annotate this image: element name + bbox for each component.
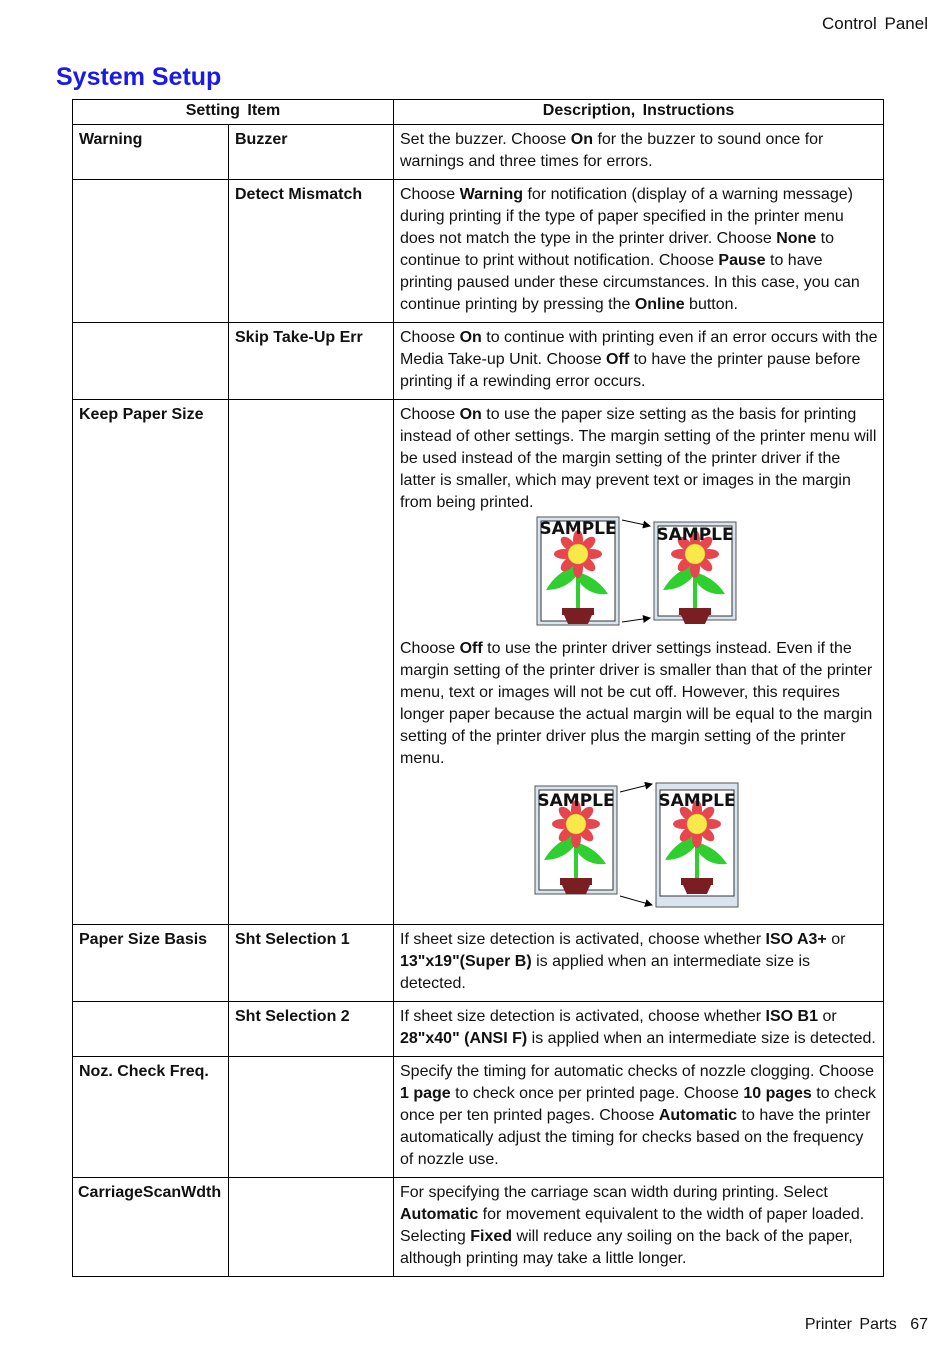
page-footer <box>805 1316 928 1334</box>
bold-option: Off <box>606 351 630 368</box>
bold-option: Off <box>459 640 483 657</box>
setting-sht-selection-1: Sht Selection 1 <box>229 925 394 1002</box>
system-setup-table <box>72 99 884 1277</box>
desc-buzzer: Set the buzzer. Choose On for the buzzer to sound once for warnings and three times for errors. <box>394 125 884 180</box>
desc-detect-mismatch: Choose Warning for notification (display of a warning message) during printing if the type of paper specified in the printer menu does not match the type in the printer driver. Choose None to continue to print without notification. Choose Pause to have printing paused under these circumstances. In this case, you can continue printing by pressing the Online button. <box>394 180 884 323</box>
sample-label: SAMPLE <box>537 791 615 811</box>
bold-option: ISO B1 <box>765 1008 819 1025</box>
bold-option: Automatic <box>400 1206 479 1223</box>
desc-keep-on: Choose On to use the paper size setting as the basis for printing instead of other settings. The margin setting of the printer menu will be used instead of the margin setting of the printer driver if the latter is smaller, which may prevent text or images in the margin from being printed. <box>400 406 877 511</box>
setting-detect-mismatch: Detect Mismatch <box>229 180 394 323</box>
setting-noz-check-freq: Noz. Check Freq. <box>73 1057 229 1178</box>
bold-option: Automatic <box>658 1107 738 1124</box>
table-row <box>73 125 884 180</box>
bold-option: Pause <box>718 252 766 269</box>
bold-option: 28"x40" (ANSI F) <box>400 1030 528 1047</box>
setting-keep-paper-size: Keep Paper Size <box>73 400 229 925</box>
sample-label: SAMPLE <box>658 791 736 811</box>
sample-illustration-off <box>534 782 744 908</box>
setting-buzzer: Buzzer <box>229 125 394 180</box>
sample-label: SAMPLE <box>656 525 734 545</box>
bold-option: None <box>776 230 817 247</box>
desc-sht-selection-2: If sheet size detection is activated, choose whether ISO B1 or 28"x40" (ANSI F) is applied when an intermediate size is detected. <box>394 1002 884 1057</box>
desc-keep-off: Choose Off to use the printer driver settings instead. Even if the margin setting of the printer driver is smaller than that of the printer menu, text or images will not be cut off. However, this requires longer paper because the actual margin will be equal to the margin setting of the printer driver plus the margin setting of the printer menu. <box>400 640 873 767</box>
setting-skip-takeup-err: Skip Take-Up Err <box>229 323 394 400</box>
desc-skip-takeup-err: Choose On to continue with printing even if an error occurs with the Media Take-up Unit. Choose Off to have the printer pause before printing if a rewinding error occurs. <box>394 323 884 400</box>
bold-option: ISO A3+ <box>765 931 827 948</box>
sample-illustration-on <box>536 516 746 628</box>
bold-option: On <box>570 131 593 148</box>
desc-sht-selection-1: If sheet size detection is activated, choose whether ISO A3+ or 13"x19"(Super B) is applied when an intermediate size is detected. <box>394 925 884 1002</box>
table-row <box>73 323 884 400</box>
running-header: Control Panel <box>821 14 928 33</box>
table-row <box>73 1178 884 1277</box>
setting-sht-selection-2: Sht Selection 2 <box>229 1002 394 1057</box>
bold-option: 1 page <box>400 1085 451 1102</box>
setting-paper-size-basis: Paper Size Basis <box>73 925 229 1002</box>
table-row <box>73 1057 884 1178</box>
table-row <box>73 925 884 1002</box>
bold-option: Warning <box>459 186 523 203</box>
bold-option: On <box>459 329 482 346</box>
bold-option: 13"x19"(Super B) <box>400 953 532 970</box>
table-header-row <box>73 100 884 125</box>
desc-keep-paper-size <box>394 400 884 925</box>
column-header-description: Description, Instructions <box>394 100 884 125</box>
bold-option: 10 pages <box>743 1085 812 1102</box>
sample-label: SAMPLE <box>539 519 617 539</box>
bold-option: On <box>459 406 482 423</box>
table-row <box>73 1002 884 1057</box>
table-row <box>73 400 884 925</box>
footer-chapter: Printer Parts <box>804 1316 897 1333</box>
table-row <box>73 180 884 323</box>
desc-carriage-scan-width: For specifying the carriage scan width during printing. Select Automatic for movement equivalent to the width of paper loaded. Selecting Fixed will reduce any soiling on the back of the paper, although printing may take a little longer. <box>394 1178 884 1277</box>
bold-option: Online <box>634 296 685 313</box>
page-number: 67 <box>910 1316 928 1333</box>
section-title: System Setup <box>56 63 222 91</box>
desc-noz-check-freq: Specify the timing for automatic checks of nozzle clogging. Choose 1 page to check once per printed page. Choose 10 pages to check once per ten printed pages. Choose Automatic to have the printer automatically adjust the timing for checks based on the frequency of nozzle use. <box>394 1057 884 1178</box>
setting-carriage-scan-width: CarriageScanWdth <box>73 1178 229 1277</box>
column-header-setting: Setting Item <box>73 100 394 125</box>
bold-option: Fixed <box>470 1228 513 1245</box>
setting-warning: Warning <box>73 125 229 180</box>
